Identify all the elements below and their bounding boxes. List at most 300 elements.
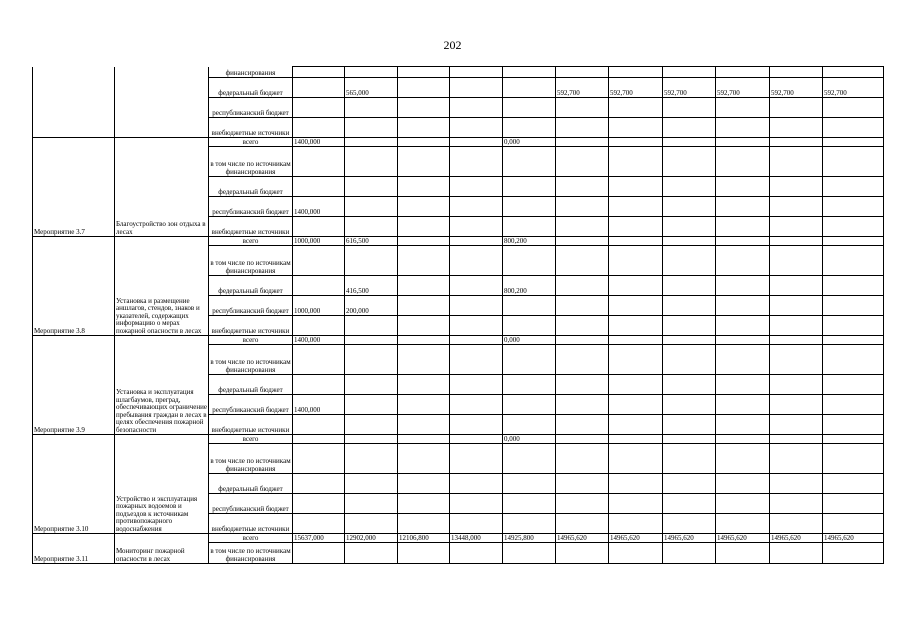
value-cell xyxy=(823,316,884,336)
value-cell xyxy=(716,444,770,474)
value-cell xyxy=(398,415,450,435)
value-cell xyxy=(293,246,345,276)
value-cell xyxy=(663,276,716,296)
value-cell xyxy=(450,147,503,177)
value-cell xyxy=(450,98,503,118)
value-cell xyxy=(663,217,716,237)
source-label: федеральный бюджет xyxy=(209,474,293,494)
value-cell xyxy=(293,474,345,494)
value-cell xyxy=(503,316,556,336)
value-cell xyxy=(823,415,884,435)
value-cell: 1400,000 xyxy=(293,395,345,415)
value-cell xyxy=(398,296,450,316)
value-cell xyxy=(770,98,823,118)
value-cell xyxy=(716,98,770,118)
value-cell xyxy=(293,444,345,474)
value-cell xyxy=(293,375,345,395)
value-cell xyxy=(609,415,663,435)
value-cell xyxy=(823,118,884,138)
value-cell xyxy=(823,237,884,246)
source-label: в том числе по источникам финансирования xyxy=(209,543,293,564)
value-cell xyxy=(450,296,503,316)
value-cell xyxy=(609,543,663,564)
measure-name-cell: Мероприятие 3.10 xyxy=(33,435,115,534)
source-label: в том числе по источникам финансирования xyxy=(209,246,293,276)
value-cell xyxy=(293,345,345,375)
value-cell xyxy=(556,375,609,395)
value-cell xyxy=(556,67,609,78)
value-cell: 592,700 xyxy=(770,78,823,98)
value-cell xyxy=(770,237,823,246)
value-cell xyxy=(398,217,450,237)
value-cell xyxy=(663,98,716,118)
value-cell xyxy=(293,217,345,237)
value-cell xyxy=(398,276,450,296)
source-label: федеральный бюджет xyxy=(209,375,293,395)
value-cell xyxy=(663,296,716,316)
value-cell xyxy=(823,147,884,177)
source-label: всего xyxy=(209,336,293,345)
value-cell xyxy=(293,67,345,78)
value-cell: 200,000 xyxy=(345,296,398,316)
value-cell xyxy=(823,543,884,564)
value-cell xyxy=(450,474,503,494)
value-cell xyxy=(503,98,556,118)
source-label: республиканский бюджет xyxy=(209,296,293,316)
value-cell xyxy=(293,494,345,514)
value-cell xyxy=(556,336,609,345)
value-cell: 1400,000 xyxy=(293,197,345,217)
value-cell xyxy=(823,67,884,78)
value-cell xyxy=(345,435,398,444)
value-cell xyxy=(716,316,770,336)
value-cell xyxy=(823,395,884,415)
value-cell xyxy=(609,147,663,177)
value-cell xyxy=(770,118,823,138)
value-cell xyxy=(663,514,716,534)
value-cell xyxy=(503,67,556,78)
value-cell xyxy=(450,375,503,395)
value-cell xyxy=(716,345,770,375)
value-cell xyxy=(345,67,398,78)
value-cell xyxy=(556,444,609,474)
value-cell xyxy=(716,435,770,444)
value-cell xyxy=(823,336,884,345)
value-cell xyxy=(716,118,770,138)
value-cell xyxy=(345,246,398,276)
source-label: федеральный бюджет xyxy=(209,177,293,197)
value-cell xyxy=(398,98,450,118)
source-label: федеральный бюджет xyxy=(209,276,293,296)
value-cell xyxy=(345,514,398,534)
value-cell xyxy=(663,237,716,246)
value-cell xyxy=(663,543,716,564)
value-cell xyxy=(345,217,398,237)
value-cell xyxy=(716,237,770,246)
value-cell xyxy=(609,345,663,375)
value-cell xyxy=(609,296,663,316)
value-cell xyxy=(609,435,663,444)
value-cell xyxy=(450,138,503,147)
value-cell xyxy=(293,316,345,336)
source-label: всего xyxy=(209,534,293,543)
value-cell xyxy=(823,375,884,395)
value-cell xyxy=(716,138,770,147)
value-cell xyxy=(770,316,823,336)
value-cell: 800,200 xyxy=(503,276,556,296)
value-cell xyxy=(503,494,556,514)
source-label: внебюджетные источники xyxy=(209,415,293,435)
value-cell xyxy=(398,177,450,197)
value-cell xyxy=(398,78,450,98)
value-cell xyxy=(770,415,823,435)
value-cell xyxy=(503,147,556,177)
value-cell xyxy=(450,494,503,514)
value-cell xyxy=(663,246,716,276)
value-cell xyxy=(450,316,503,336)
value-cell: 14965,620 xyxy=(770,534,823,543)
value-cell xyxy=(716,375,770,395)
value-cell xyxy=(398,514,450,534)
value-cell xyxy=(663,336,716,345)
value-cell xyxy=(293,118,345,138)
source-label: внебюджетные источники xyxy=(209,316,293,336)
value-cell xyxy=(556,296,609,316)
value-cell: 416,500 xyxy=(345,276,398,296)
value-cell xyxy=(450,197,503,217)
source-label: всего xyxy=(209,435,293,444)
page-number: 202 xyxy=(443,38,462,52)
source-label: внебюджетные источники xyxy=(209,514,293,534)
source-label: всего xyxy=(209,138,293,147)
value-cell xyxy=(503,543,556,564)
value-cell xyxy=(398,543,450,564)
table-row xyxy=(33,237,884,246)
value-cell: 0,000 xyxy=(503,138,556,147)
source-label: республиканский бюджет xyxy=(209,197,293,217)
measure-desc-cell: Установка и размещение аншлагов, стендов, знаков и указателей, содержащих информацию о мерах пожарной опасности в лесах xyxy=(115,237,209,336)
value-cell: 1400,000 xyxy=(293,138,345,147)
value-cell xyxy=(556,316,609,336)
value-cell xyxy=(503,296,556,316)
value-cell xyxy=(398,67,450,78)
value-cell xyxy=(716,177,770,197)
value-cell xyxy=(293,276,345,296)
value-cell: 1000,000 xyxy=(293,237,345,246)
value-cell: 616,500 xyxy=(345,237,398,246)
value-cell xyxy=(503,415,556,435)
value-cell xyxy=(609,197,663,217)
value-cell xyxy=(770,147,823,177)
source-label: в том числе по источникам финансирования xyxy=(209,444,293,474)
table-row xyxy=(33,67,884,78)
value-cell xyxy=(450,435,503,444)
value-cell xyxy=(770,444,823,474)
table-row xyxy=(33,138,884,147)
value-cell: 592,700 xyxy=(823,78,884,98)
value-cell xyxy=(345,444,398,474)
value-cell xyxy=(345,543,398,564)
table-row xyxy=(33,336,884,345)
value-cell xyxy=(663,474,716,494)
value-cell xyxy=(716,514,770,534)
value-cell xyxy=(609,138,663,147)
value-cell xyxy=(398,147,450,177)
value-cell xyxy=(663,435,716,444)
table-row xyxy=(33,435,884,444)
value-cell xyxy=(663,345,716,375)
value-cell xyxy=(823,177,884,197)
value-cell xyxy=(345,177,398,197)
value-cell xyxy=(503,177,556,197)
value-cell: 1000,000 xyxy=(293,296,345,316)
value-cell xyxy=(770,67,823,78)
value-cell xyxy=(770,494,823,514)
value-cell xyxy=(770,514,823,534)
value-cell xyxy=(663,177,716,197)
measure-desc-cell: Устройство и эксплуатация пожарных водоемов и подъездов к источникам противопожарного водоснабжения xyxy=(115,435,209,534)
measure-name-cell: Мероприятие 3.7 xyxy=(33,138,115,237)
value-cell xyxy=(450,395,503,415)
value-cell xyxy=(770,435,823,444)
value-cell: 592,700 xyxy=(609,78,663,98)
value-cell xyxy=(398,246,450,276)
value-cell xyxy=(450,543,503,564)
value-cell xyxy=(609,375,663,395)
value-cell xyxy=(450,514,503,534)
value-cell xyxy=(609,474,663,494)
value-cell: 15637,000 xyxy=(293,534,345,543)
value-cell xyxy=(770,276,823,296)
value-cell xyxy=(663,118,716,138)
value-cell xyxy=(450,444,503,474)
value-cell xyxy=(770,543,823,564)
value-cell xyxy=(556,276,609,296)
value-cell xyxy=(556,345,609,375)
value-cell xyxy=(556,543,609,564)
value-cell xyxy=(770,138,823,147)
value-cell xyxy=(450,345,503,375)
value-cell xyxy=(556,494,609,514)
value-cell xyxy=(556,98,609,118)
value-cell xyxy=(345,197,398,217)
value-cell xyxy=(398,345,450,375)
value-cell xyxy=(293,78,345,98)
value-cell xyxy=(716,494,770,514)
value-cell: 14925,800 xyxy=(503,534,556,543)
value-cell xyxy=(609,237,663,246)
value-cell xyxy=(716,296,770,316)
value-cell xyxy=(716,474,770,494)
value-cell: 14965,620 xyxy=(716,534,770,543)
value-cell xyxy=(503,78,556,98)
value-cell xyxy=(450,78,503,98)
value-cell xyxy=(609,276,663,296)
value-cell xyxy=(398,435,450,444)
value-cell xyxy=(398,138,450,147)
value-cell xyxy=(823,494,884,514)
value-cell xyxy=(556,246,609,276)
value-cell xyxy=(823,197,884,217)
value-cell xyxy=(556,147,609,177)
measure-name-cell: Мероприятие 3.9 xyxy=(33,336,115,435)
value-cell xyxy=(345,395,398,415)
value-cell xyxy=(556,474,609,494)
value-cell xyxy=(609,494,663,514)
value-cell: 592,700 xyxy=(663,78,716,98)
value-cell xyxy=(345,118,398,138)
value-cell xyxy=(293,435,345,444)
value-cell: 12106,800 xyxy=(398,534,450,543)
value-cell xyxy=(556,177,609,197)
value-cell xyxy=(556,138,609,147)
value-cell xyxy=(345,474,398,494)
measure-name-cell xyxy=(33,67,115,138)
value-cell xyxy=(716,336,770,345)
table-body xyxy=(33,67,884,564)
value-cell xyxy=(716,197,770,217)
value-cell xyxy=(609,316,663,336)
value-cell xyxy=(503,217,556,237)
value-cell xyxy=(716,246,770,276)
value-cell xyxy=(398,336,450,345)
value-cell xyxy=(716,217,770,237)
value-cell xyxy=(663,316,716,336)
value-cell xyxy=(503,514,556,534)
value-cell xyxy=(823,345,884,375)
value-cell xyxy=(716,147,770,177)
value-cell xyxy=(398,494,450,514)
value-cell xyxy=(345,345,398,375)
value-cell xyxy=(503,197,556,217)
value-cell xyxy=(450,217,503,237)
value-cell xyxy=(609,217,663,237)
value-cell: 14965,620 xyxy=(663,534,716,543)
value-cell xyxy=(823,98,884,118)
value-cell xyxy=(716,395,770,415)
value-cell xyxy=(450,336,503,345)
value-cell xyxy=(770,217,823,237)
financing-table xyxy=(32,66,884,564)
measure-desc-cell: Мониторинг пожарной опасности в лесах xyxy=(115,534,209,564)
measure-name-cell: Мероприятие 3.8 xyxy=(33,237,115,336)
value-cell xyxy=(556,217,609,237)
source-label: федеральный бюджет xyxy=(209,78,293,98)
value-cell xyxy=(503,444,556,474)
value-cell xyxy=(398,316,450,336)
value-cell xyxy=(345,494,398,514)
value-cell xyxy=(716,415,770,435)
value-cell xyxy=(716,543,770,564)
value-cell xyxy=(663,375,716,395)
value-cell xyxy=(293,147,345,177)
value-cell xyxy=(556,395,609,415)
value-cell xyxy=(609,98,663,118)
value-cell xyxy=(770,246,823,276)
value-cell xyxy=(823,217,884,237)
table-row xyxy=(33,534,884,543)
value-cell xyxy=(663,138,716,147)
value-cell xyxy=(398,395,450,415)
value-cell: 800,200 xyxy=(503,237,556,246)
value-cell xyxy=(293,543,345,564)
value-cell xyxy=(609,336,663,345)
source-label: республиканский бюджет xyxy=(209,494,293,514)
value-cell xyxy=(663,147,716,177)
value-cell: 14965,620 xyxy=(556,534,609,543)
value-cell xyxy=(556,237,609,246)
value-cell xyxy=(609,67,663,78)
value-cell xyxy=(770,336,823,345)
value-cell xyxy=(556,415,609,435)
value-cell xyxy=(398,237,450,246)
value-cell xyxy=(663,444,716,474)
value-cell: 14965,620 xyxy=(823,534,884,543)
value-cell xyxy=(450,246,503,276)
value-cell: 0,000 xyxy=(503,336,556,345)
value-cell xyxy=(503,375,556,395)
value-cell xyxy=(345,336,398,345)
value-cell xyxy=(345,98,398,118)
value-cell xyxy=(398,197,450,217)
value-cell xyxy=(450,237,503,246)
value-cell xyxy=(770,197,823,217)
measure-desc-cell xyxy=(115,67,209,138)
source-label: республиканский бюджет xyxy=(209,98,293,118)
value-cell xyxy=(609,444,663,474)
source-label: в том числе по источникам финансирования xyxy=(209,345,293,375)
value-cell xyxy=(823,514,884,534)
value-cell xyxy=(293,177,345,197)
value-cell xyxy=(450,67,503,78)
value-cell xyxy=(503,395,556,415)
value-cell: 592,700 xyxy=(556,78,609,98)
value-cell xyxy=(770,395,823,415)
value-cell xyxy=(293,415,345,435)
value-cell xyxy=(293,98,345,118)
value-cell xyxy=(609,177,663,197)
value-cell xyxy=(823,276,884,296)
value-cell xyxy=(609,514,663,534)
value-cell: 0,000 xyxy=(503,435,556,444)
measure-desc-cell: Благоустройство зон отдыха в лесах xyxy=(115,138,209,237)
value-cell xyxy=(450,276,503,296)
value-cell xyxy=(823,435,884,444)
measure-name-cell: Мероприятие 3.11 xyxy=(33,534,115,564)
value-cell: 565,000 xyxy=(345,78,398,98)
value-cell xyxy=(716,276,770,296)
value-cell xyxy=(345,316,398,336)
value-cell xyxy=(770,474,823,494)
measure-desc-cell: Установка и эксплуатация шлагбаумов, преград, обеспечивающих ограничение пребывания граждан в лесах в целях обеспечения пожарной безопасности xyxy=(115,336,209,435)
value-cell xyxy=(663,395,716,415)
value-cell xyxy=(345,138,398,147)
value-cell xyxy=(663,494,716,514)
source-label: всего xyxy=(209,237,293,246)
value-cell: 12902,000 xyxy=(345,534,398,543)
value-cell xyxy=(398,118,450,138)
value-cell xyxy=(823,246,884,276)
value-cell xyxy=(450,415,503,435)
value-cell: 1400,000 xyxy=(293,336,345,345)
value-cell xyxy=(345,375,398,395)
value-cell xyxy=(556,435,609,444)
value-cell xyxy=(663,67,716,78)
value-cell xyxy=(716,67,770,78)
value-cell xyxy=(345,415,398,435)
source-label: республиканский бюджет xyxy=(209,395,293,415)
source-label: внебюджетные источники xyxy=(209,217,293,237)
